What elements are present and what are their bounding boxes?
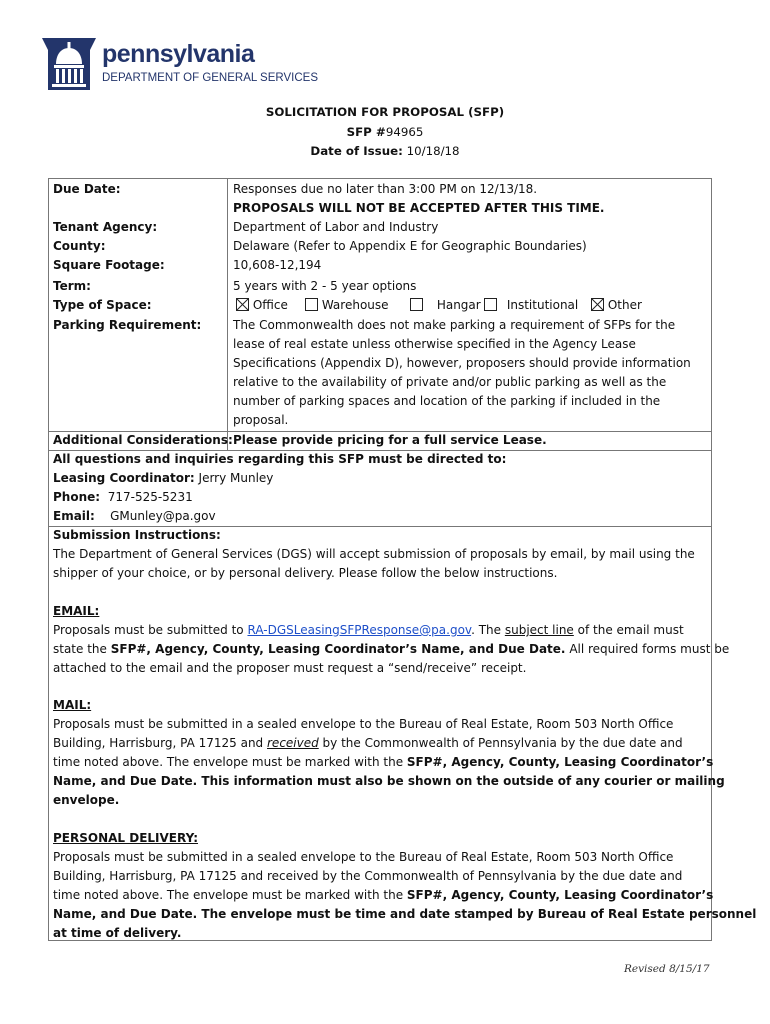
- revision-note: Revised 8/15/17: [624, 963, 710, 975]
- logo-department: DEPARTMENT OF GENERAL SERVICES: [102, 72, 318, 84]
- parking-line: The Commonwealth does not make parking a requirement of SFPs for the: [233, 318, 676, 332]
- county-value: Delaware (Refer to Appendix E for Geographic Boundaries): [233, 239, 587, 253]
- due-date-warning: PROPOSALS WILL NOT BE ACCEPTED AFTER THIS TIME.: [233, 201, 605, 215]
- text-span: of the email must: [573, 623, 684, 637]
- tenant-agency-value: Department of Labor and Industry: [233, 220, 439, 234]
- bold-text: SFP#, Agency, County, Leasing Coordinator’s: [406, 755, 714, 769]
- parking-line: relative to the availability of private and/or public parking as well as the: [233, 375, 667, 389]
- text-span: by the Commonwealth of Pennsylvania by the due date and: [318, 736, 683, 750]
- bold-text: SFP#, Agency, County, Leasing Coordinator’s Name, and Due Date.: [110, 642, 566, 656]
- date-of-issue: 10/18/18: [406, 144, 460, 158]
- space-option-other[interactable]: [591, 298, 642, 312]
- submission-intro: The Department of General Services (DGS) will accept submission of proposals by email, by mail using the: [53, 547, 695, 561]
- warehouse-option-label: Warehouse: [321, 298, 389, 312]
- table-divider: [48, 431, 712, 432]
- table-column-divider: [227, 178, 228, 450]
- office-checkbox[interactable]: [236, 298, 249, 311]
- mail-instruction-line: Name, and Due Date. This information must also be shown on the outside of any courier or mailing: [53, 774, 725, 788]
- phone-label: Phone:: [53, 490, 101, 504]
- square-footage-label: Square Footage:: [53, 258, 165, 272]
- type-of-space-label: Type of Space:: [53, 298, 152, 312]
- email-line: [53, 509, 216, 523]
- email-section-heading: EMAIL:: [53, 604, 100, 618]
- email-address: GMunley@pa.gov: [110, 509, 216, 523]
- text-span: Building, Harrisburg, PA 17125 and: [53, 736, 267, 750]
- sfp-label: SFP #: [346, 125, 386, 139]
- phone-number: 717-525-5231: [107, 490, 193, 504]
- term-label: Term:: [53, 279, 91, 293]
- space-option-office[interactable]: [236, 298, 288, 312]
- email-instruction-line: attached to the email and the proposer must request a “send/receive” receipt.: [53, 661, 527, 675]
- space-option-hangar[interactable]: [410, 298, 481, 312]
- mail-instruction-line: [53, 755, 713, 769]
- warehouse-checkbox[interactable]: [305, 298, 318, 311]
- parking-line: lease of real estate unless otherwise specified in the Agency Lease: [233, 337, 636, 351]
- date-of-issue-line: [0, 144, 770, 158]
- phone-line: [53, 490, 193, 504]
- date-label: Date of Issue:: [310, 144, 403, 158]
- mail-instruction-line: [53, 736, 683, 750]
- term-value: 5 years with 2 - 5 year options: [233, 279, 417, 293]
- other-option-label: Other: [607, 298, 642, 312]
- leasing-coordinator-line: [53, 471, 273, 485]
- table-divider: [48, 526, 712, 527]
- logo-state-name: pennsylvania: [102, 40, 255, 68]
- due-date-label: Due Date:: [53, 182, 121, 196]
- document-title: SOLICITATION FOR PROPOSAL (SFP): [265, 105, 505, 119]
- coordinator-name: Jerry Munley: [198, 471, 274, 485]
- submission-heading: Submission Instructions:: [53, 528, 221, 542]
- sfp-number-line: [0, 125, 770, 139]
- personal-delivery-line: Building, Harrisburg, PA 17125 and received by the Commonwealth of Pennsylvania by the due date and: [53, 869, 683, 883]
- parking-line: Specifications (Appendix D), however, proposers should provide information: [233, 356, 691, 370]
- space-option-institutional[interactable]: [484, 298, 578, 312]
- personal-delivery-line: Name, and Due Date. The envelope must be time and date stamped by Bureau of Real Estate personnel: [53, 907, 757, 921]
- personal-delivery-heading: PERSONAL DELIVERY:: [53, 831, 199, 845]
- bold-text: SFP#, Agency, County, Leasing Coordinator’s: [406, 888, 714, 902]
- submission-email-link[interactable]: RA-DGSLeasingSFPResponse@pa.gov: [247, 623, 472, 637]
- email-instruction-line: [53, 623, 684, 637]
- mail-instruction-line: envelope.: [53, 793, 120, 807]
- email-label: Email:: [53, 509, 95, 523]
- additional-considerations-label: Additional Considerations:: [53, 433, 233, 447]
- received-emphasis: received: [267, 736, 319, 750]
- text-span: Proposals must be submitted to: [53, 623, 248, 637]
- sfp-number: 94965: [385, 125, 424, 139]
- contact-heading: All questions and inquiries regarding this SFP must be directed to:: [53, 452, 507, 466]
- additional-considerations-value: Please provide pricing for a full service Lease.: [233, 433, 547, 447]
- text-span: state the: [53, 642, 111, 656]
- personal-delivery-line: at time of delivery.: [53, 926, 182, 940]
- due-date-value: Responses due no later than 3:00 PM on 12/13/18.: [233, 182, 538, 196]
- institutional-option-label: Institutional: [506, 298, 579, 312]
- text-span: time noted above. The envelope must be marked with the: [53, 888, 407, 902]
- subject-line-text: subject line: [504, 623, 574, 637]
- parking-line: number of parking spaces and location of the parking if included in the: [233, 394, 661, 408]
- table-divider: [48, 450, 712, 451]
- parking-line: proposal.: [233, 413, 289, 427]
- text-span: All required forms must be: [565, 642, 730, 656]
- mail-section-heading: MAIL:: [53, 698, 92, 712]
- other-checkbox[interactable]: [591, 298, 604, 311]
- hangar-option-label: Hangar: [436, 298, 481, 312]
- square-footage-value: 10,608-12,194: [233, 258, 322, 272]
- institutional-checkbox[interactable]: [484, 298, 497, 311]
- capitol-keystone-icon: [40, 36, 98, 92]
- personal-delivery-line: Proposals must be submitted in a sealed envelope to the Bureau of Real Estate, Room 503 North Office: [53, 850, 674, 864]
- text-span: time noted above. The envelope must be marked with the: [53, 755, 407, 769]
- mail-instruction-line: Proposals must be submitted in a sealed envelope to the Bureau of Real Estate, Room 503 North Office: [53, 717, 674, 731]
- email-instruction-line: [53, 642, 729, 656]
- office-option-label: Office: [252, 298, 288, 312]
- submission-intro: shipper of your choice, or by personal delivery. Please follow the below instructions.: [53, 566, 558, 580]
- coordinator-label: Leasing Coordinator:: [53, 471, 195, 485]
- tenant-agency-label: Tenant Agency:: [53, 220, 158, 234]
- pa-dgs-logo: [40, 36, 318, 92]
- parking-requirement-label: Parking Requirement:: [53, 318, 202, 332]
- personal-delivery-line: [53, 888, 713, 902]
- space-option-warehouse[interactable]: [305, 298, 389, 312]
- hangar-checkbox[interactable]: [410, 298, 423, 311]
- county-label: County:: [53, 239, 106, 253]
- text-span: . The: [471, 623, 505, 637]
